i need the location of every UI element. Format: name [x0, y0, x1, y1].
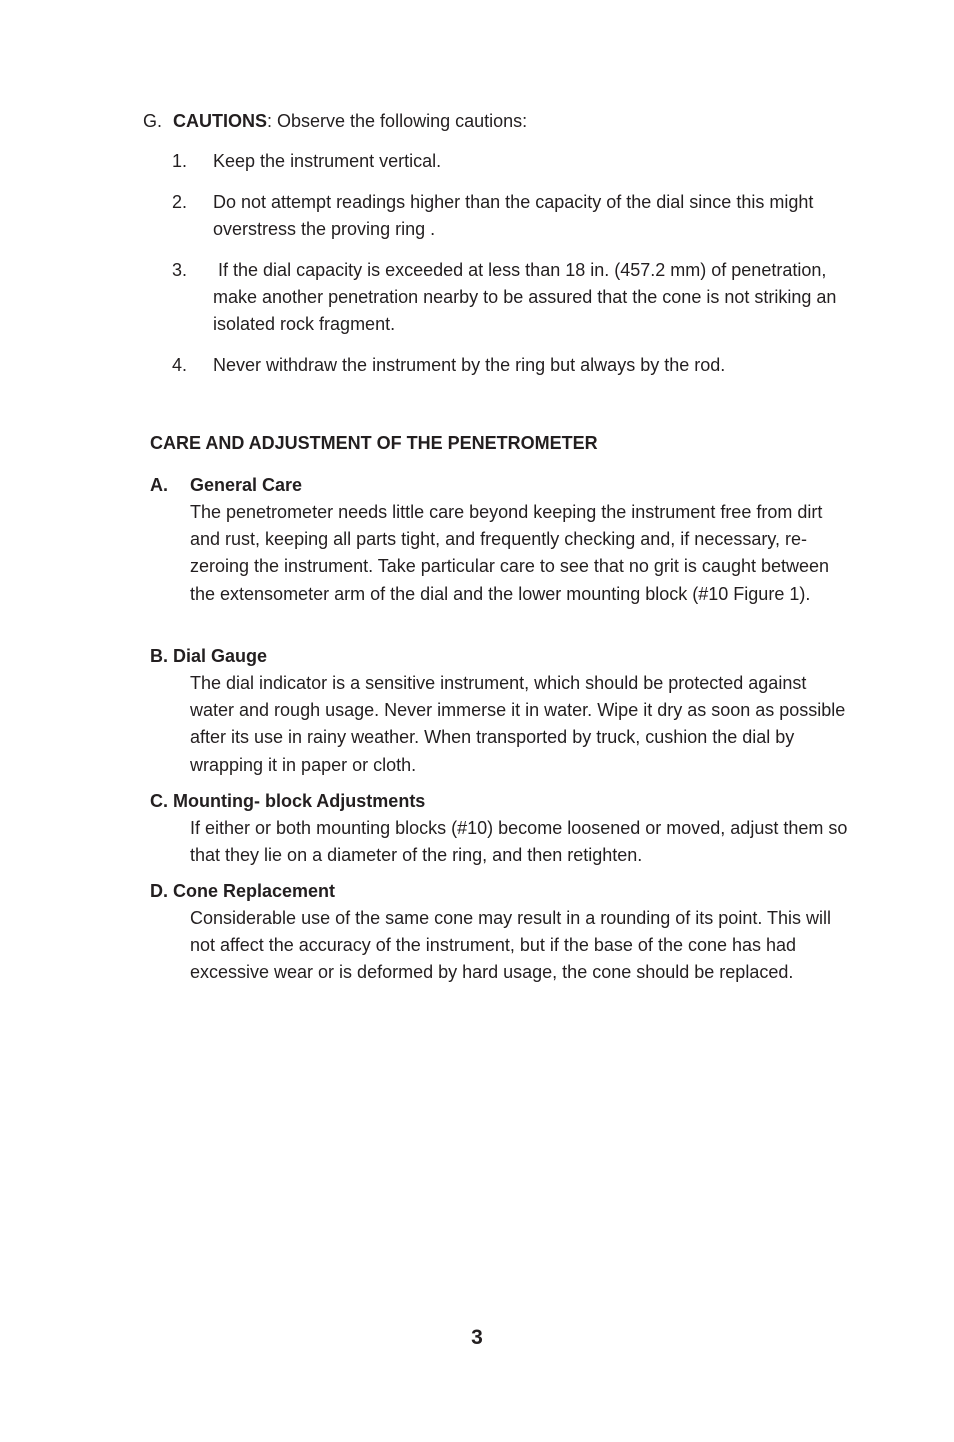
cautions-intro: : Observe the following cautions: [267, 111, 528, 131]
list-item-text: Never withdraw the instrument by the ring but always by the rod. [213, 355, 726, 376]
care-section-title: CARE AND ADJUSTMENT OF THE PENETROMETER [150, 433, 598, 453]
cautions-letter: G. [143, 111, 163, 131]
general-care-title: General Care [190, 475, 303, 495]
mounting-block-section [150, 788, 850, 869]
mounting-block-heading: C. Mounting- block Adjustments [150, 791, 426, 811]
cone-replacement-body: Considerable use of the same cone may result in a rounding of its point. This will not affect the accuracy of the instrument, but if the base of the cone has had excessive wear or is deformed by hard usage, the cone should be replaced. [190, 908, 832, 983]
cone-replacement-section [150, 878, 850, 987]
page-number: 3 [471, 1326, 483, 1349]
general-care-body: The penetrometer needs little care beyond keeping the instrument free from dirt and rust, keeping all parts tight, and frequently checking and, if necessary, re-zeroing the instrument. Take particular care to see that no grit is caught between the extensometer arm of the dial and the lower mounting block (#10 Figure 1). [190, 502, 830, 604]
dial-gauge-heading: B. Dial Gauge [150, 646, 268, 666]
general-care-letter: A. [150, 475, 168, 495]
cautions-list [172, 148, 852, 393]
list-item-number: 2. [172, 191, 188, 212]
list-item [172, 352, 852, 379]
list-item-text: If the dial capacity is exceeded at less than 18 in. (457.2 mm) of penetration, make another penetration nearby to be assured that the cone is not striking an isolated rock fragment. [213, 259, 842, 335]
list-item-number: 3. [172, 259, 188, 280]
cautions-heading [143, 108, 527, 135]
general-care-section [150, 472, 850, 608]
list-item [172, 148, 852, 175]
list-item-number: 4. [172, 355, 188, 376]
list-item-number: 1. [172, 151, 188, 171]
general-care-heading [150, 472, 850, 499]
cautions-title: CAUTIONS [173, 111, 267, 131]
list-item-text: Keep the instrument vertical. [213, 151, 442, 171]
list-item [172, 257, 852, 339]
list-item-text: Do not attempt readings higher than the capacity of the dial since this might overstress the proving ring . [213, 191, 814, 240]
dial-gauge-body: The dial indicator is a sensitive instrument, which should be protected against water and rough usage. Never immerse it in water. Wipe it dry as soon as possible after its use in rainy weather. When transported by truck, cushion the dial by wrapping it in paper or cloth. [190, 673, 846, 775]
dial-gauge-section [150, 643, 850, 779]
list-item [172, 189, 852, 244]
mounting-block-body: If either or both mounting blocks (#10) become loosened or moved, adjust them so that they lie on a diameter of the ring, and then retighten. [190, 818, 848, 866]
cone-replacement-heading: D. Cone Replacement [150, 881, 336, 901]
